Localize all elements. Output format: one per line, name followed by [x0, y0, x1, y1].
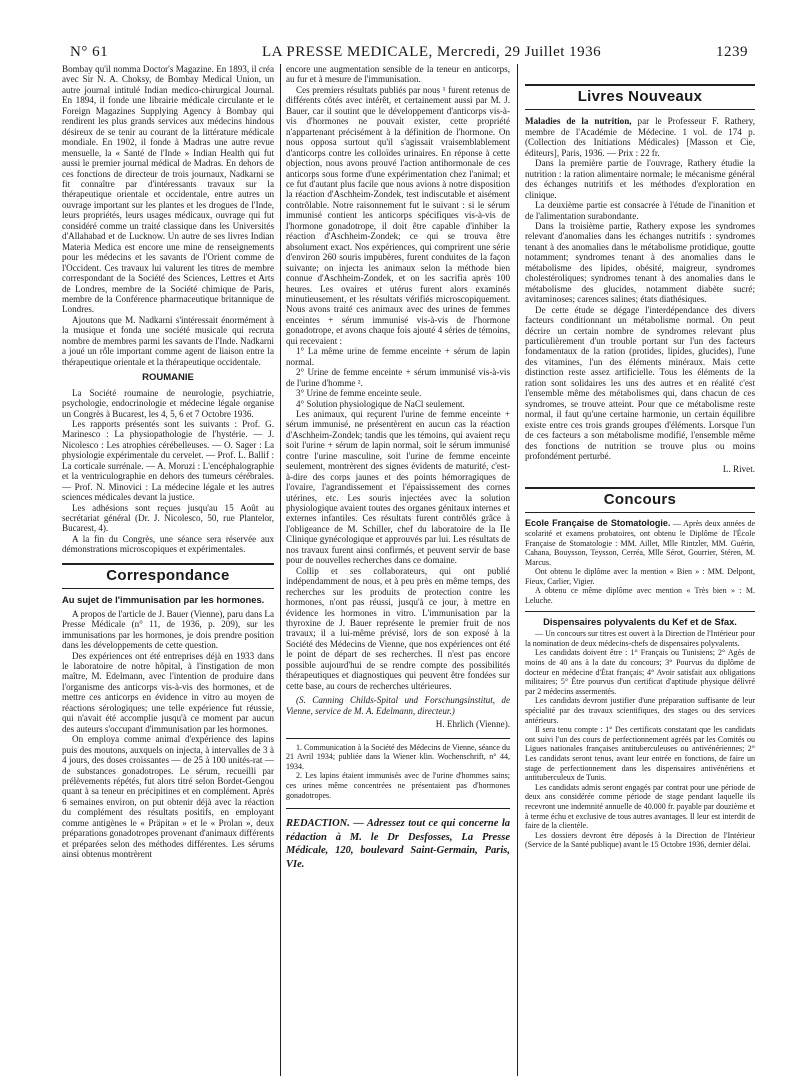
romanie-paragraph-1: La Société roumaine de neurologie, psychiatrie, psychologie, endocrinologie et médecine légale organise un Congrès à Bucarest, les 4, 5, 6 et 7 Octobre 1936.	[62, 387, 274, 419]
control-list-item-1: 1° La même urine de femme enceinte + sérum de lapin normal.	[286, 346, 510, 367]
ecole-entry	[525, 519, 755, 567]
correspondance-paragraph-3: On employa comme animal d'expérience des lapins puis des moutons, auxquels on injecta, à intervalles de 3 à 4 jours, des doses croissantes — de 25 à 100 unités-rat — de substances gonadotropes. Le sérum, recueilli par prélèvements répétés, fut alors titré selon Bordet-Gengou quant à sa teneur en précipitines et en complément. Après 6 semaines environ, on put obtenir déjà avec la réaction du complément des résultats positifs, en employant comme antigènes le « Präpitan » et le « Prolan », deux préparations gonadotropes provenant d'animaux différents et préparées selon des méthodes différentes. Les sérums ainsi obtenus montrèrent	[62, 734, 274, 860]
footnotes	[286, 738, 510, 801]
author-affiliation: (S. Canning Childs-Spital und Forschungsinstitut, de Vienne, service de M. A. Edelmann, directeur.)	[286, 695, 510, 716]
correspondance-heading: Correspondance	[62, 563, 274, 589]
romanie-paragraph-4: A la fin du Congrès, une séance sera réservée aux démonstrations microscopiques et expérimentales.	[62, 533, 274, 555]
page-header	[30, 40, 770, 62]
column-3	[525, 64, 755, 850]
concours-divider	[525, 611, 755, 612]
control-list-item-2: 2° Urine de femme enceinte + sérum immunisé vis-à-vis de l'urine d'homme ².	[286, 367, 510, 388]
concours-heading: Concours	[525, 487, 755, 513]
nadkarni-paragraph-1: Bombay qu'il nomma Doctor's Magazine. En 1893, il créa avec Sir N. A. Choksy, de Bombay Medical Union, un autre journal intitulé Indian medico-chirurgical Journal. En 1894, il fonde une librairie médicale circulante et le Foreign Magazines Supplying Agency à Bombay qui rendirent les plus grands services aux médecins hindous désireux de se tenir au courant de la littérature médicale mondiale. En 1902, il fonde à Madras une autre revue mensuelle, la « Santé de l'Inde » Indian Health qui fut aussi le premier journal médical de Madras. En dehors de ces fonctions de directeur de trois journaux, Nadkarni se fit connaître par d'intéressants travaux sur la thérapeutique orientale et occidentale, entre autres un ouvrage important sur les plantes et les drogues de l'Inde, leurs propriétés, leurs usages médicaux, ouvrage qui fut considéré comme un traité classique dans les Universités d'Allahabad et de Lucknow. Un autre de ses livres Indian Materia Medica est encore une mine de renseignements pour les médecins et les savants de l'Orient comme de l'Occident. Ces travaux lui valurent les titres de membre correspondant de la Société des Sciences, Lettres et Arts de Londres, membre de la Société chimique de Paris, membre de la Conférence pharmaceutique britannique de Londres.	[62, 64, 274, 315]
correspondance-paragraph-1: A propos de l'article de J. Bauer (Vienne), paru dans La Presse Médicale (n° 11, de 1936, p. 209), sur les immunisations par les hormones, je dois prendre position dans les développements de cette question.	[62, 608, 274, 651]
book-details: par le Professeur F. Rathery, membre de l'Académie de Médecine. 1 vol. de 174 p. (Collection des Initiations Médicales) [Masson et Cie, éditeurs], Paris, 1936. — Prix : 22 fr.	[525, 116, 755, 158]
nadkarni-paragraph-2: Ajoutons que M. Nadkarni s'intéressait énormément à la musique et fonda une société musicale qui recruta nombre de membres parmi les savants de l'Inde. Nadkarni a joué un rôle important comme agent de liaison entre la thérapeutique orientale et la thérapeutique occidentale.	[62, 314, 274, 367]
romanie-paragraph-3: Les adhésions sont reçues jusqu'au 15 Août au secrétariat général (Dr. J. Nicolesco, 50, rue Plantelor, Bucarest, 4).	[62, 502, 274, 534]
footnote-1: 1. Communication à la Société des Médecins de Vienne, séance du 21 Avril 1934; publiée dans la Wiener klin. Wochenschrift, n° 44, 1934.	[286, 742, 510, 771]
redaction-notice: REDACTION. — Adressez tout ce qui concerne la rédaction à M. le Dr Desfosses, La Presse Médicale, 120, boulevard Saint-Germain, Paris, VIe.	[286, 808, 510, 871]
correspondance-subtitle: Au sujet de l'immunisation par les hormones.	[62, 594, 265, 606]
article-paragraph-4: Collip et ses collaborateurs, qui ont publié indépendamment de nous, et à peu près en même temps, des recherches sur les produits de protection contre les hormones, n'ont pas réussi, jusqu'à ce jour, à mettre en évidence les hormones in vitro. L'immunisation par la thyroxine de J. Bauer représente le premier fruit de nos travaux; il a lui-même prévisé, lors de son exposé à la Société des Médecins de Vienne, que nos expériences ont été le point de départ de ses recherches. Il n'est pas encore possible aujourd'hui de se rendre compte des possibilités thérapeutiques et diagnostiques qui peuvent être fondées sur cette base, au cours de recherches ultérieures.	[286, 565, 510, 691]
journal-title: LA PRESSE MEDICALE, Mercredi, 29 Juillet 1936	[262, 44, 602, 60]
control-list-item-3: 3° Urine de femme enceinte seule.	[296, 388, 422, 399]
issue-number: N° 61	[70, 44, 109, 60]
dispensaires-paragraph-4: Il sera tenu compte : 1° Des certificats constatant que les candidats ont suivi l'un des cours de perfectionnement agréés par les Comités ou Ligues nationales françaises antituberculeuses ou antivénériennes; 2° Les candidats seront tenus, avant leur entrée en fonctions, de faire un stage de perfectionnement dans les dispensaires antivénériens et antituberculeux de Tunis.	[525, 725, 755, 783]
book-entry	[525, 116, 755, 158]
reviewer-signature: L. Rivet.	[722, 464, 755, 475]
romanie-paragraph-2: Les rapports présentés sont les suivants : Prof. G. Marinesco : La physiopathologie de l'hystérie. — J. Nicolesco : Les atrophies cérébelleuses. — O. Sager : La physiologie expérimentale du cervelet. — Prof. L. Ballif : La corticale surrénale. — A. Moruzi : L'encéphalographie et la ventriculographie en dehors des tumeurs cérébrales. — Prof. N. Minovici : La médecine légale et les autres sciences médicales devant la justice.	[62, 418, 274, 503]
book-review-paragraph-3: Dans la troisième partie, Rathery expose les syndromes relevant d'anomalies dans les échanges nutritifs : syndromes tenant à des anomalies dans le métabolisme protidique, goutte notamment; syndromes tenant à des anomalies dans le métabolisme des lipides, obésité, maigreur, syndromes cholestéroliques; syndromes tenant à des anomalies dans le métabolisme des glucides, notamment diabète sucré; avitaminoses; carences salines; états diathésiques.	[525, 220, 755, 305]
romanie-heading: ROUMANIE	[142, 372, 194, 384]
ecole-paragraph-3: A obtenu ce même diplôme avec mention « Très bien » : M. Leluche.	[525, 586, 755, 606]
column-rule-2	[517, 64, 518, 1076]
control-list-item-4: 4° Solution physiologique de NaCl seulement.	[296, 398, 465, 409]
author-signature: H. Ehrlich (Vienne).	[435, 719, 510, 730]
column-rule-1	[280, 64, 281, 1076]
dispensaires-paragraph-5: Les candidats admis seront engagés par contrat pour une période de deux ans considérée comme période de stage pendant laquelle ils recevront une indemnité annuelle de 40.000 fr. payable par douzième et à terme échu et exclusive de tous autres avantages. Il leur est interdit de faire de la clientèle.	[525, 782, 755, 831]
column-2	[286, 64, 510, 871]
article-paragraph-3: Les animaux, qui reçurent l'urine de femme enceinte + sérum immunisé, ne présentèrent en aucun cas la réaction d'Aschheim-Zondek; tandis que les témoins, qui avaient reçu soit l'urine + sérum de lapin normal, soit le sérum immunisé contre l'urine masculine, soit l'urine de femme enceinte seulement, montrèrent des signes évidents de maturité, c'est-à-dire des corps jaunes et des points hémorragiques de l'ovaire, l'agrandissement et l'épaississement des cornes utérines, etc. Les souris injectées avec la solution physiologique avaient toutes des organes génitaux internes et externes infantiles. Ces résultats furent contrôlés grâce à l'obligeance de M. Schiller, chef du laboratoire de la IIe Clinique gynécologique et approuvés par lui. Les résultats de nos travaux furent ainsi confirmés, et peuvent servir de base pour de nouvelles recherches dans ce domaine.	[286, 408, 510, 566]
dispensaires-paragraph-3: Les candidats devront justifier d'une préparation suffisante de leur spécialité par des travaux scientifiques, des stages ou des services antérieurs.	[525, 696, 755, 725]
book-title: Maladies de la nutrition,	[525, 116, 632, 127]
article-paragraph-1: encore une augmentation sensible de la teneur en anticorps, au fur et à mesure de l'immunisation.	[286, 64, 510, 85]
correspondance-paragraph-2: Des expériences ont été entreprises déjà en 1933 dans le laboratoire de notre hôpital, à l'instigation de mon maître, M. Edelmann, avec l'intention de produire dans l'organisme des anticorps vis-à-vis des hormones, et de mettre ces anticorps en évidence in vitro au moyen de réactions sérologiques; une telle expérience fut réussie, qui n'avait été accomplie jusqu'à ce moment par aucun des auteurs s'occupant d'immunisation par les hormones.	[62, 650, 274, 734]
book-review-paragraph-1: Dans la première partie de l'ouvrage, Rathery étudie la nutrition : la ration alimentaire normale; le mécanisme général des échanges nutritifs et les méthodes d'exploration en clinique.	[525, 158, 755, 200]
page-number: 1239	[716, 44, 748, 60]
dispensaires-paragraph-6: Les dossiers devront être déposés à la Direction de l'Intérieur (Service de la Santé publique) avant le 15 Octobre 1936, dernier délai.	[525, 830, 755, 850]
book-review-paragraph-4: De cette étude se dégage l'interdépendance des divers facteurs conditionnant un métabolisme normal. On peut décrire un certain nombre de syndromes relevant plus particulièrement d'un trouble portant sur l'un des facteurs fondamentaux de la ration (protides, lipides, glucides), l'une des vitamines, l'un des éléments minéraux. Mais cette distinction reste assez artificielle. Tous les éléments de la ration sont solidaires les uns des autres et en réalité c'est l'ensemble même des métabolismes qui, dans chacun de ces syndromes, se trouve atteint. Pour que ce métabolisme reste normal, il faut qu'une certaine harmonie, un certain équilibre existe entre ces trois grands groupes d'éléments. Lorsque l'un de ces facteurs a son métabolisme modifié, l'ensemble même des fonctions de nutrition se trouve plus ou moins profondément perturbé.	[525, 304, 755, 461]
dispensaires-paragraph-1: — Un concours sur titres est ouvert à la Direction de l'Intérieur pour la nomination de deux médecins-chefs de dispensaires polyvalents.	[525, 629, 755, 648]
dispensaires-title: Dispensaires polyvalents du Kef et de Sfax.	[543, 615, 737, 627]
footnote-2: 2. Les lapins étaient immunisés avec de l'urine d'hommes sains; ces urines même concentrées ne présentaient pas d'hormones gonadotropes.	[286, 771, 510, 800]
book-review-paragraph-2: La deuxième partie est consacrée à l'étude de l'inanition et de l'alimentation surabondante.	[525, 200, 755, 221]
ecole-paragraph-1: — Après deux années de scolarité et examens probatoires, ont obtenu le Diplôme de l'École Française de Stomatologie : MM. Aillet, Mlle Rintzler, MM. Guérin, Cahana, Bouysson, Teysson, Cerréa, Mlle Sérot, Gourrier, Stéren, M. Marcus.	[525, 519, 755, 567]
ecole-paragraph-2: Ont obtenu le diplôme avec la mention « Bien » : MM. Delpont, Fieux, Carlier, Vigier.	[525, 567, 755, 586]
dispensaires-paragraph-2: Les candidats doivent être : 1° Français ou Tunisiens; 2° Agés de moins de 40 ans à la date du concours; 3° Pourvus du diplôme de docteur en médecine d'État français; 4° Avoir satisfait aux obligations militaires; 5° Être pourvus d'un certificat d'aptitude physique délivré par 2 médecins assermentés.	[525, 648, 755, 696]
column-1	[62, 64, 274, 860]
article-paragraph-2: Ces premiers résultats publiés par nous ¹ furent retenus de différents côtés avec intérêt, et certainement aussi par M. J. Bauer, car il soutint que le développement d'anticorps vis-à-vis d'hormones ne pouvait exister, cette propriété n'appartenant précisément à la définition de l'hormone. On nous opposa surtout qu'il s'agissait vraisemblablement d'anticorps contre les colloïdes urinaires. En réponse à cette objection, nous avons prouvé l'action antihormonale de ces anticorps sous forme d'une expérimentation chez l'animal; et ce fut d'autant plus facile que nous avions à notre disposition la réaction d'Aschheim-Zondek, test indiscutable et aisément contrôlable. Notre raisonnement fut le suivant : si le sérum immunisé contient les anticorps spécifiques vis-à-vis de l'hormone gonadotrope, il doit être capable d'inhiber la réaction d'Aschheim-Zondek; ce qui se trouva être absolument exact. Nos expériences, qui comprirent une série d'environ 260 souris impubères, furent conduites de la façon suivante; on injecta les animaux selon la méthode bien connue d'Aschheim-Zondek, et on les sacrifia après 100 heures. Les ovaires et utérus furent alors examinés minutieusement, et les résultats vérifiés microscopiquement. Nous avons traité ces animaux avec des urines de femmes enceintes + sérum immunisé vis-à-vis de l'hormone gonadotrope, et avons chaque fois ajouté 4 séries de témoins, qui recevaient :	[286, 84, 510, 346]
ecole-title: Ecole Française de Stomatologie.	[525, 518, 671, 529]
livres-nouveaux-heading: Livres Nouveaux	[525, 84, 755, 110]
